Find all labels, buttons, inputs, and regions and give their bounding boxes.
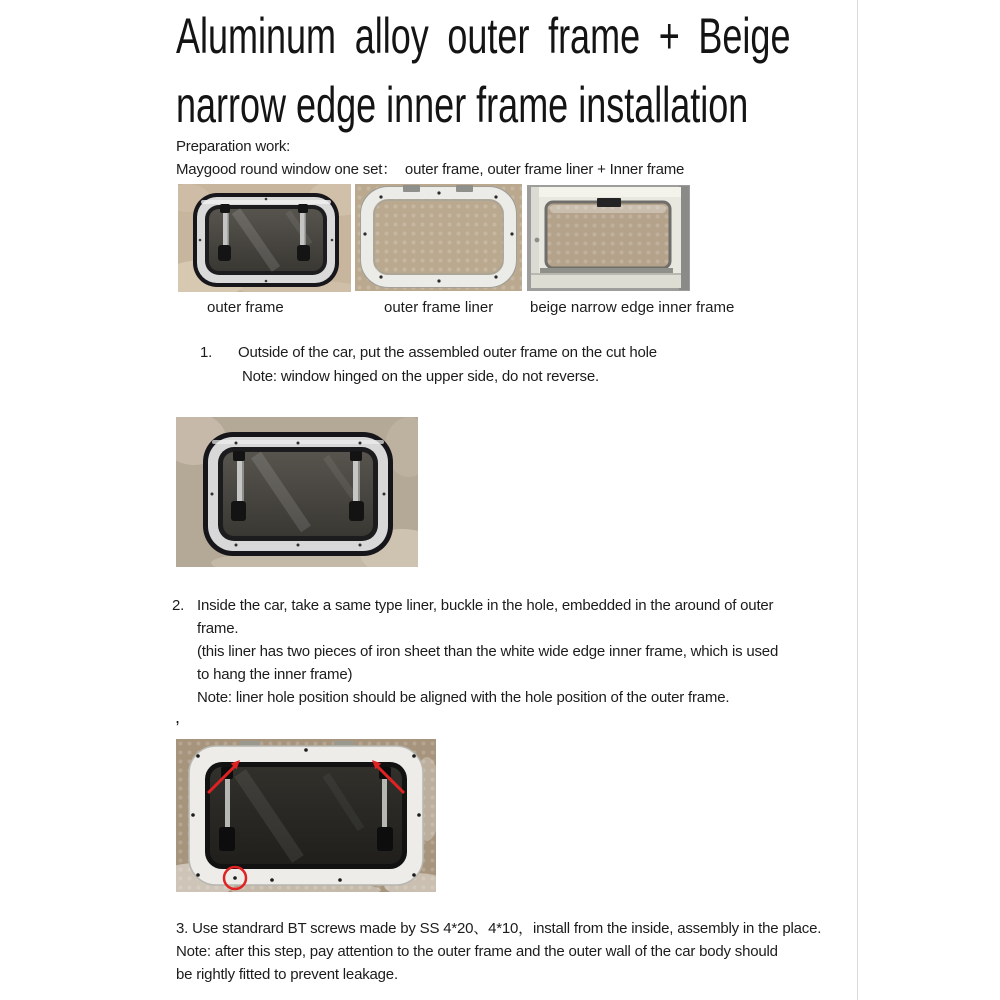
caption-inner-frame: beige narrow edge inner frame: [530, 299, 735, 316]
step2-line: frame.: [197, 620, 239, 637]
page-right-divider: [857, 0, 858, 1000]
step3-line: be rightly fitted to prevent leakage.: [176, 966, 398, 983]
stray-comma-mark: ,: [175, 707, 180, 727]
page-title-line-2: narrow edge inner frame installation: [176, 77, 749, 133]
step1-note: Note: window hinged on the upper side, do not reverse.: [242, 368, 599, 385]
outer-frame-photo: [178, 184, 351, 292]
step1-text: Outside of the car, put the assembled outer frame on the cut hole: [238, 344, 657, 361]
step2-line: (this liner has two pieces of iron sheet than the white wide edge inner frame, which is used: [197, 643, 779, 660]
inner-frame-photo: [527, 185, 690, 291]
step2-line: to hang the inner frame): [197, 666, 353, 683]
page-title-line-1: Aluminum alloy outer frame + Beige: [176, 8, 791, 64]
prep-work-heading: Preparation work:: [176, 138, 291, 155]
step1-installed-frame-photo: [176, 417, 418, 567]
step2-liner-installed-photo: [176, 739, 436, 892]
caption-outer-frame: outer frame: [207, 299, 284, 316]
step3-line: 3. Use standrard BT screws made by SS 4*20、4*10，install from the inside, assembly in the place.: [176, 920, 822, 937]
step2-line: Inside the car, take a same type liner, buckle in the hole, embedded in the around of outer: [197, 597, 774, 614]
outer-frame-liner-photo: [355, 184, 522, 291]
step1-number: 1.: [200, 344, 213, 361]
step2-number: 2.: [172, 597, 185, 614]
prep-kit-description: Maygood round window one set： outer frame, outer frame liner + Inner frame: [176, 161, 685, 178]
caption-outer-frame-liner: outer frame liner: [384, 299, 494, 316]
step3-line: Note: after this step, pay attention to the outer frame and the outer wall of the car body should: [176, 943, 778, 960]
step2-note: Note: liner hole position should be aligned with the hole position of the outer frame.: [197, 689, 730, 706]
